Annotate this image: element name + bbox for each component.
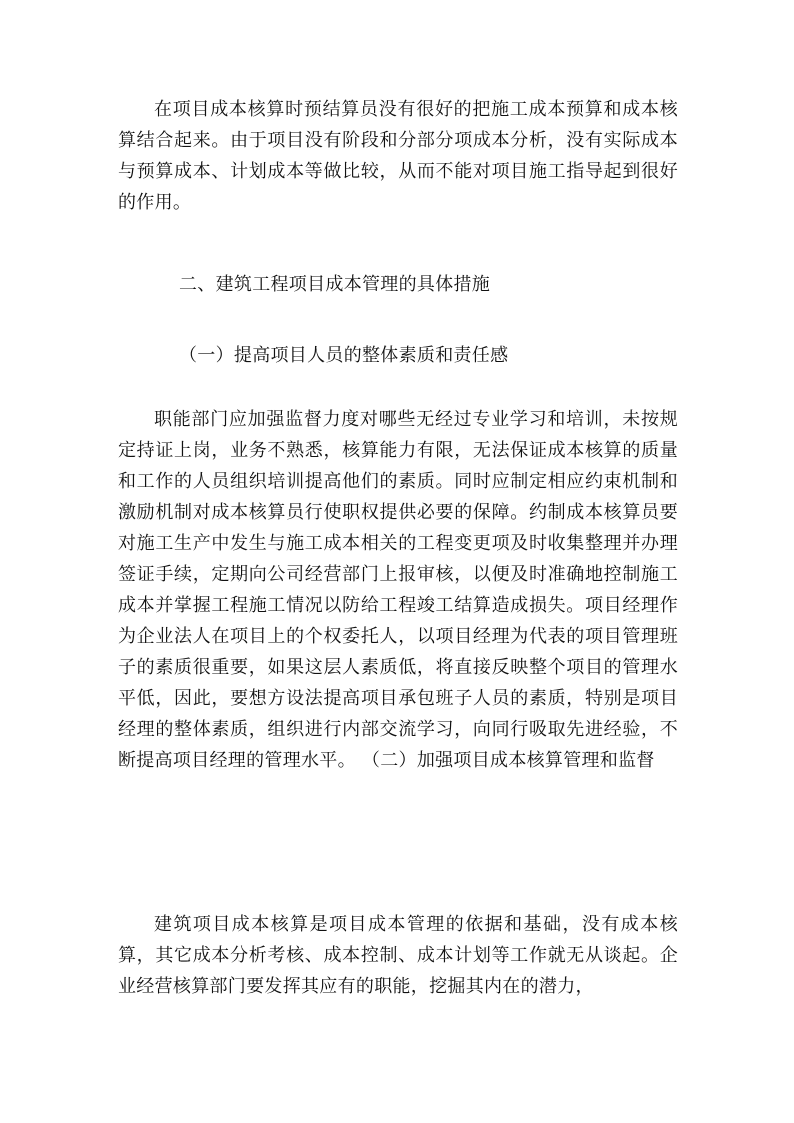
body-paragraph: 职能部门应加强监督力度对哪些无经过专业学习和培训，未按规定持证上岗，业务不熟悉，核算能力有限，无法保证成本核算的质量和工作的人员组织培训提高他们的素质。同时应制定相应约束机制和激励机制对成本核算员行使职权提供必要的保障。约制成本核算员要对施工生产中发生与施工成本相关的工程变更项及时收集整理并办理签证手续，定期向公司经营部门上报审核，以便及时准确地控制施工成本并掌握工程施工情况以防给工程竣工结算造成损失。项目经理作为企业法人在项目上的个权委托人，以项目经理为代表的项目管理班子的素质很重要，如果这层人素质低，将直接反映整个项目的管理水平低，因此，要想方设法提高项目承包班子人员的素质，特别是项目经理的整体素质，组织进行内部交流学习，向同行吸取先进经验，不断提高项目经理的管理水平。 （二）加强项目成本核算管理和监督	[118, 409, 678, 771]
body-paragraph: 在项目成本核算时预结算员没有很好的把施工成本预算和成本核算结合起来。由于项目没有阶段和分部分项成本分析，没有实际成本与预算成本、计划成本等做比较，从而不能对项目施工指导起到很好的作用。	[118, 99, 678, 213]
section-heading: 二、建筑工程项目成本管理的具体措施	[179, 274, 491, 295]
body-paragraph: 建筑项目成本核算是项目成本管理的依据和基础，没有成本核算，其它成本分析考核、成本控制、成本计划等工作就无从谈起。企业经营核算部门要发挥其应有的职能，挖掘其内在的潜力，	[118, 914, 678, 997]
subsection-heading: （一）提高项目人员的整体素质和责任感	[179, 345, 509, 366]
